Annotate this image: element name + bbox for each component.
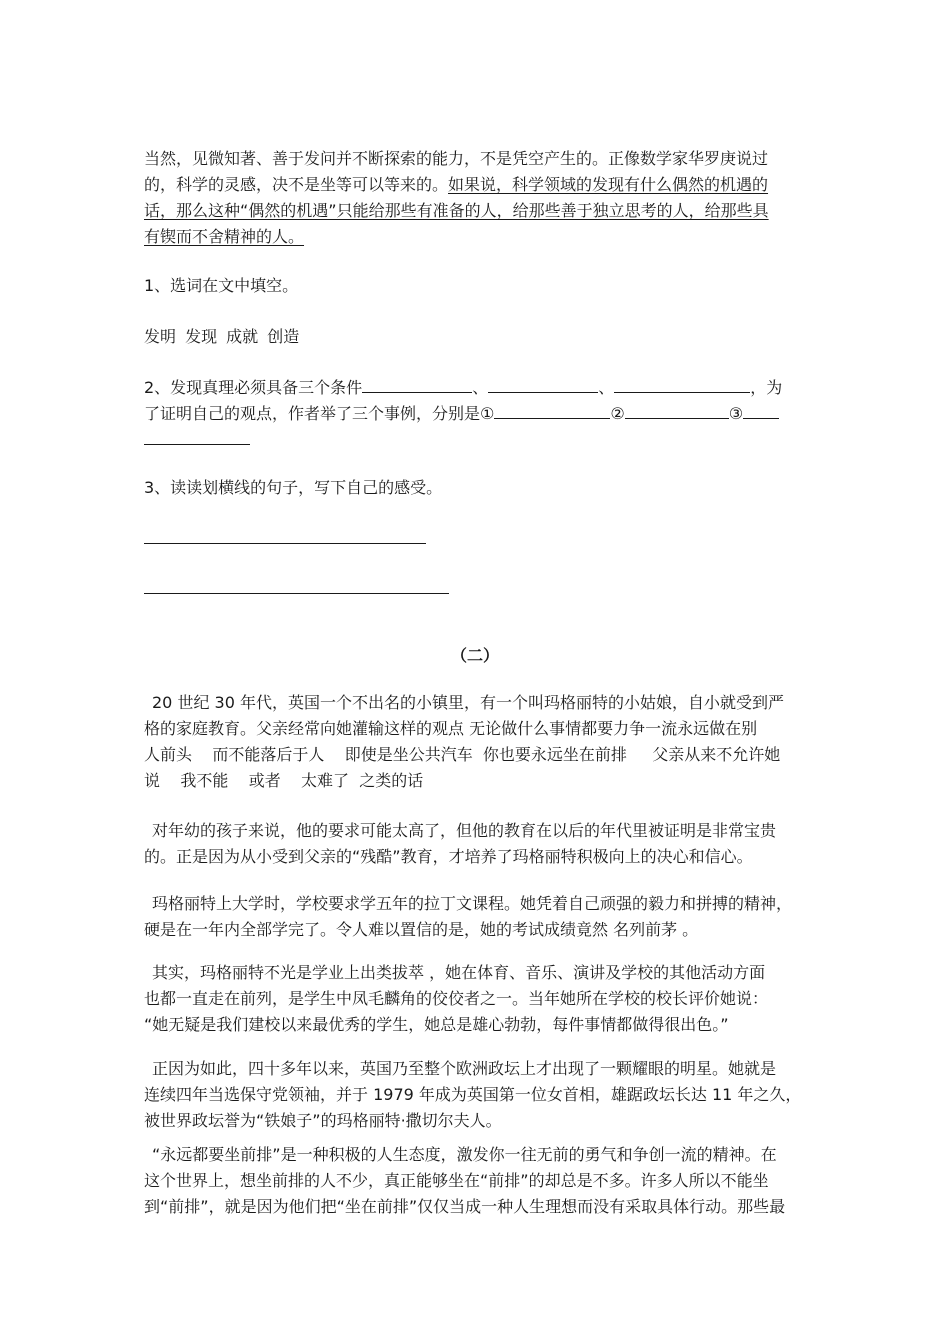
paragraph-line: 其实，玛格丽特不光是学业上出类拔萃 ，她在体育、音乐、演讲及学校的其他活动方面 — [152, 963, 766, 982]
passage-line — [144, 172, 824, 198]
section-title: （二） — [450, 646, 499, 665]
passage-text: 的，科学的灵感，决不是坐等可以等来的。 — [144, 175, 449, 194]
paragraph-three — [144, 891, 824, 943]
paragraph-five — [144, 1056, 824, 1134]
question-two-line — [144, 426, 824, 452]
paragraph-line: 人前头 而不能落后于人 即使是坐公共汽车 你也要永远坐在前排 父亲从来不允许她 — [144, 745, 781, 764]
paragraph-line: 玛格丽特上大学时，学校要求学五年的拉丁文课程。她凭着自己顽强的毅力和拼搏的精神， — [152, 894, 793, 913]
answer-blank[interactable] — [362, 374, 472, 393]
example-marker: ③ — [728, 404, 744, 423]
answer-blank[interactable] — [494, 400, 610, 419]
paragraph-line: 格的家庭教育。父亲经常向她灌输这样的观点 无论做什么事情都要力争一流永远做在别 — [144, 719, 758, 738]
question-three: 3、读读划横线的句子，写下自己的感受。 — [144, 478, 443, 497]
question-two-text: 了证明自己的观点，作者举了三个事例，分别是① — [144, 404, 495, 423]
question-two-line — [144, 400, 824, 426]
underlined-sentence: 有锲而不舍精神的人。 — [144, 227, 305, 246]
answer-line[interactable] — [144, 543, 426, 544]
paragraph-four — [144, 960, 824, 1038]
underlined-sentence: 如果说，科学领域的发现有什么偶然的机遇的 — [448, 175, 769, 194]
word-options: 发明 发现 成就 创造 — [144, 327, 300, 346]
paragraph-line: 硬是在一年内全部学完了。令人难以置信的是，她的考试成绩竟然 名列前茅 。 — [144, 920, 699, 939]
paragraph-line: 也都一直走在前列，是学生中凤毛麟角的佼佼者之一。当年她所在学校的校长评价她说： — [144, 989, 769, 1008]
paragraph-line: 对年幼的孩子来说，他的要求可能太高了，但他的教育在以后的年代里被证明是非常宝贵 — [152, 821, 777, 840]
paragraph-line: “她无疑是我们建校以来最优秀的学生，她总是雄心勃勃，每件事情都做得很出色。” — [144, 1015, 729, 1034]
answer-blank[interactable] — [743, 400, 779, 419]
question-two-text: ，为 — [750, 378, 783, 397]
question-two-line — [144, 374, 824, 400]
paragraph-line: 说 我不能 或者 太难了 之类的话 — [144, 771, 424, 790]
answer-blank[interactable] — [625, 400, 729, 419]
answer-blank[interactable] — [488, 374, 598, 393]
paragraph-line: 被世界政坛誉为“铁娘子”的玛格丽特·撒切尔夫人。 — [144, 1111, 502, 1130]
passage-one — [144, 146, 824, 250]
question-two — [144, 374, 824, 452]
separator: 、 — [472, 378, 489, 397]
passage-line: 当然，见微知著、善于发问并不断探索的能力，不是凭空产生的。正像数学家华罗庚说过 — [144, 149, 769, 168]
answer-blank[interactable] — [144, 426, 250, 445]
paragraph-two — [144, 818, 824, 870]
underlined-sentence: 话，那么这种“偶然的机遇”只能给那些有准备的人，给那些善于独立思考的人，给那些具 — [144, 201, 769, 220]
answer-blank[interactable] — [614, 374, 750, 393]
question-two-text: 2、发现真理必须具备三个条件 — [144, 378, 363, 397]
paragraph-line: 20 世纪 30 年代，英国一个不出名的小镇里，有一个叫玛格丽特的小姑娘，自小就受到严 — [152, 693, 784, 712]
paragraph-line: 连续四年当选保守党领袖，并于 1979 年成为英国第一位女首相，雄踞政坛长达 11 年之久， — [144, 1085, 802, 1104]
paragraph-line: 的。正是因为从小受到父亲的“残酷”教育，才培养了玛格丽特积极向上的决心和信心。 — [144, 847, 753, 866]
paragraph-line: 这个世界上，想坐前排的人不少，真正能够坐在“前排”的却总是不多。许多人所以不能坐 — [144, 1171, 769, 1190]
paragraph-six — [144, 1142, 824, 1220]
paragraph-one — [144, 690, 824, 794]
paragraph-line: 正因为如此，四十多年以来，英国乃至整个欧洲政坛上才出现了一颗耀眼的明星。她就是 — [152, 1059, 777, 1078]
separator: 、 — [598, 378, 615, 397]
example-marker: ② — [610, 404, 625, 423]
paragraph-line: “永远都要坐前排”是一种积极的人生态度，激发你一往无前的勇气和争创一流的精神。在 — [152, 1145, 777, 1164]
paragraph-line: 到“前排”，就是因为他们把“坐在前排”仅仅当成一种人生理想而没有采取具体行动。那些最 — [144, 1197, 786, 1216]
question-one: 1、选词在文中填空。 — [144, 276, 299, 295]
answer-line[interactable] — [144, 593, 449, 594]
